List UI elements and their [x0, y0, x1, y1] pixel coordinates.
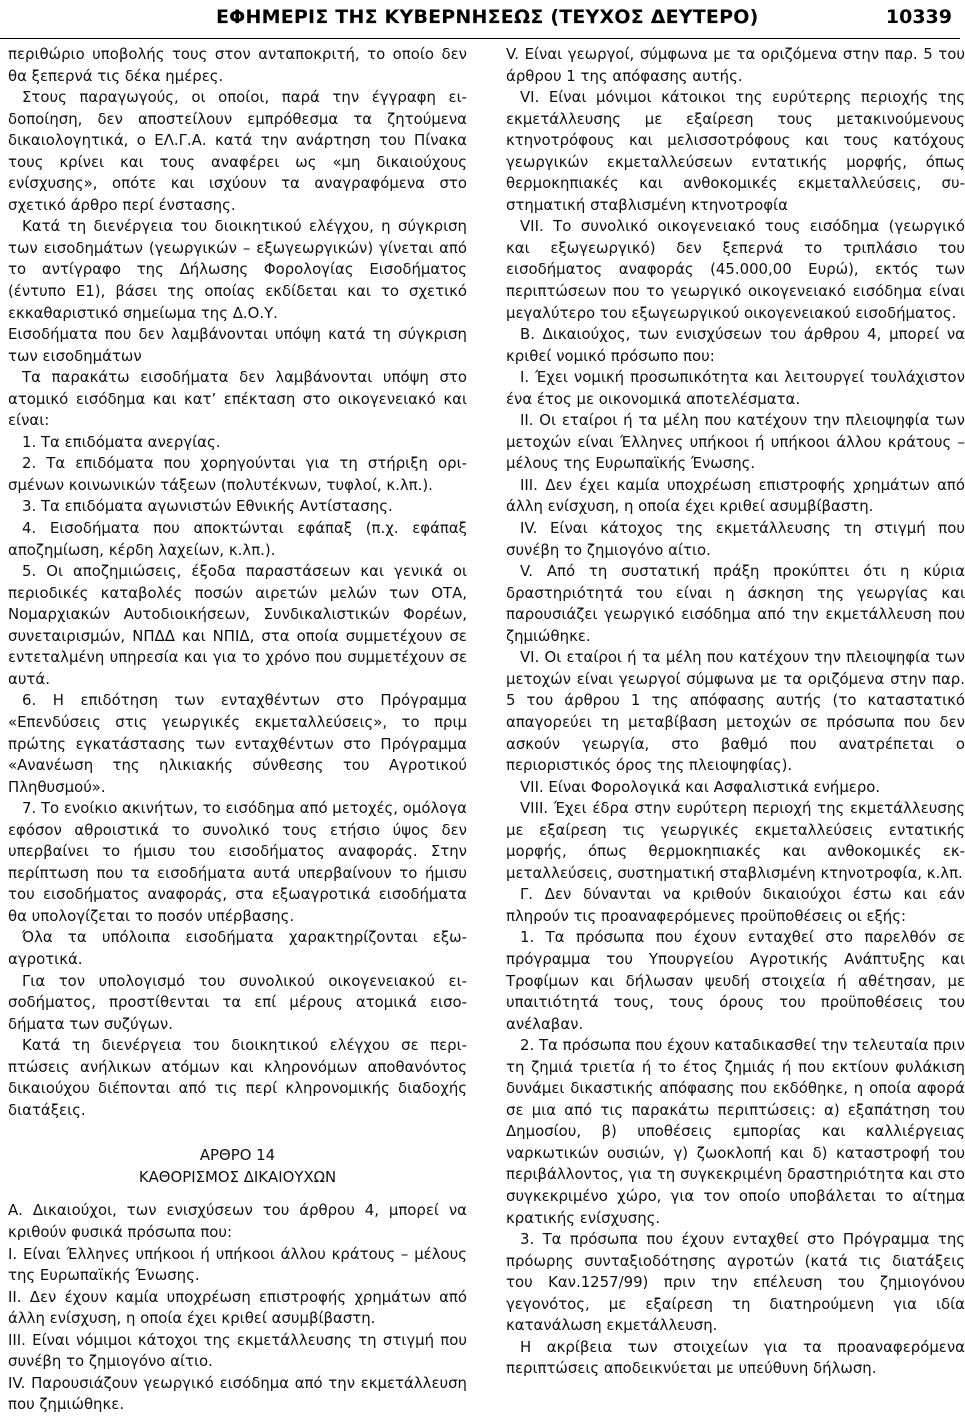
paragraph: Γ. Δεν δύνανται να κριθούν δικαιούχοι έστω και εάν πληρούν τις προαναφερόμενες προϋποθέσεις οι εξής: [506, 885, 965, 925]
paragraph: Τα παρακάτω εισοδήματα δεν λαμβάνονται υπόψη στο ατομικό εισόδημα και κατ’ επέκταση στο οικογενειακό και είναι: [8, 368, 467, 430]
list-item: I. Έχει νομική προσωπικότητα και λειτουργεί τουλάχιστον ένα έτος με οικονομικά αποτελέσματα. [506, 368, 965, 408]
paragraph: Για τον υπολογισμό του συνολικού οικογενειακού εισοδήματος, προστίθενται τα επί μέρους ατομικά εισοδήματα των συζύγων. [8, 971, 467, 1033]
page-number: 10339 [885, 6, 952, 28]
list-item: II. Οι εταίροι ή τα μέλη που κατέχουν την πλειοψηφία των μετοχών είναι Έλληνες υπήκοοι ή υπήκοοι άλλου κράτους – μέλους της Ευρωπαϊκής Ένωσης. [506, 411, 965, 473]
paragraph: Β. Δικαιούχος, των ενισχύσεων του άρθρου 4, μπορεί να κριθεί νομικό πρόσωπο που: [506, 325, 965, 365]
header-divider [0, 38, 960, 39]
list-item: ΙV. Είναι κάτοχος της εκμετάλλευσης τη στιγμή που συνέβη το ζημιογόνο αίτιο. [506, 519, 965, 559]
paragraph: Α. Δικαιούχοι, των ενισχύσεων του άρθρου 4, μπορεί να κριθούν φυσικά πρόσωπα που: [8, 1201, 467, 1241]
list-item: 3. Τα επιδόματα αγωνιστών Εθνικής Αντίστασης. [22, 497, 393, 516]
list-item: 6. Η επιδότηση των ενταχθέντων στο Πρόγραμμα «Επενδύσεις στις γεωργικές εκμεταλλεύσεις», το πριμ πρώτης εγκατάστασης των ενταχθέντων στο Πρόγραμμα «Ανανέωση της ηλικιακής σύνθεσης του Αγροτικού Πληθυσμού». [8, 691, 467, 796]
paragraph: Στους παραγωγούς, οι οποίοι, παρά την έγγραφη ειδοποίηση, δεν αποστείλουν εμπρόθεσμα τα ζητούμενα δικαιολογητικά, ο ΕΛ.Γ.Α. κατά την ανάρτηση του Πίνακα τους κρίνει και τους αναφέρει ως «μη δικαιούχους ενίσχυσης», οπότε και ισχύουν τα αναγραφόμενα στο σχετικό άρθρο περί ένστασης. [8, 88, 467, 214]
article-number: ΑΡΘΡΟ 14 [199, 1146, 276, 1165]
list-item: 1. Τα επιδόματα ανεργίας. [22, 432, 221, 451]
list-item: ΙΙΙ. Δεν έχει καμία υποχρέωση επιστροφής χρημάτων από άλλη ενίσχυση, η οποία έχει κριθεί ασυμβίβαστη. [506, 475, 965, 516]
list-item: VII. Το συνολικό οικογενειακό τους εισόδημα (γεωργικό και εξωγεωργικό) δεν ξεπερνά το τριπλάσιο του εισοδήματος αναφοράς (45.000,00 Ευρώ), εκτός των περιπτώσεων που το γεωργικό οικογενειακό εισόδημα είναι μεγαλύτερο του εξωγεωργικού οικογενειακού εισοδήματος. [506, 217, 965, 322]
left-column [8, 44, 467, 1416]
list-item: 3. Τα πρόσωπα που έχουν ενταχθεί στο Πρόγραμμα της πρόωρης συνταξιοδότησης αγροτών (κατά τις διατάξεις του Καν.1257/99) πριν την επέλευση του ζημιογόνου γεγονότος, με εξαίρεση τη διατηρούμενη για ιδία κατανάλωση εκμετάλλευση. [506, 1230, 965, 1335]
list-item: 2. Τα πρόσωπα που έχουν καταδικασθεί την τελευταία πριν τη ζημιά τριετία ή το έτος ζημιάς ή που εκτίουν φυλάκιση δυνάμει δικαστικής απόφασης που εκδόθηκε, η οποία αφορά σε μια από τις παρακάτω περιπτώσεις: α) εξαπάτηση του Δημοσίου, β) υποθέσεις εμπορίας και καλλιέργειας ναρκωτικών ουσιών, γ) ζωοκλοπή και δ) καταστροφή του περιβάλλοντος, για τη συγκεκριμένη δραστηριότητα και στο συγκεκριμένο χώρο, για τον οποίο υποβάλεται το αίτημα κρατικής ενίσχυσης. [506, 1036, 965, 1227]
paragraph: Κατά τη διενέργεια του διοικητικού ελέγχου, η σύγκριση των εισοδημάτων (γεωργικών – εξωγεωργικών) γίνεται από το αντίγραφο της Δήλωσης Φορολογίας Εισοδήματος (έντυπο Ε1), βάσει της οποίας εκδίδεται και το σχετικό εκκαθαριστικό σημείωμα της Δ.Ο.Υ. [8, 217, 467, 322]
paragraph: Όλα τα υπόλοιπα εισοδήματα χαρακτηρίζονται εξωαγροτικά. [8, 928, 467, 968]
list-item: ΙV. Παρουσιάζουν γεωργικό εισόδημα από την εκμετάλλευση που ζημιώθηκε. [8, 1373, 467, 1414]
page-header [0, 0, 960, 40]
article-title: ΚΑΘΟΡΙΣΜΟΣ ΔΙΚΑΙΟΥΧΩΝ [138, 1167, 337, 1186]
paragraph: Κατά τη διενέργεια του διοικητικού ελέγχου σε περιπτώσεις ανήλικων ατόμων και κληρονόμων αποθανόντος δικαιούχου διέπονται από τις περί κληρονομικής διαδοχής διατάξεις. [8, 1036, 467, 1119]
list-item: Ι. Είναι Έλληνες υπήκοοι ή υπήκοοι άλλου κράτους – μέλους της Ευρωπαϊκής Ένωσης. [8, 1244, 467, 1285]
paragraph: Η ακρίβεια των στοιχείων για τα προαναφερόμενα περιπτώσεις αποδεικνύεται με υπεύθυνη δήλωση. [506, 1337, 965, 1378]
list-item: 1. Τα πρόσωπα που έχουν ενταχθεί στο παρελθόν σε πρόγραμμα του Υπουργείου Αγροτικής Ανάπτυξης και Τροφίμων και δήλωσαν ψευδή στοιχεία ή αθέτησαν, με υπαιτιότητά τους, τους όρους του προϋποθέσεις του ανέλαβαν. [506, 928, 965, 1033]
list-item: VI. Οι εταίροι ή τα μέλη που κατέχουν την πλειοψηφία των μετοχών είναι γεωργοί σύμφωνα με τα οριζόμενα στην παρ. 5 του άρθρου 1 της απόφασης αυτής (το καταστατικό απαγορεύει τη μεταβίβαση μετοχών σε πρόσωπα που δεν ασκούν γεωργία, στο βαθμό που ανατρέπεται ο περιοριστικός όρος της πλειοψηφίας). [506, 648, 965, 775]
gazette-title: ΕΦΗΜΕΡΙΣ ΤΗΣ ΚΥΒΕΡΝΗΣΕΩΣ (ΤΕΥΧΟΣ ΔΕΥΤΕΡΟ) [216, 6, 759, 28]
subheading: Εισοδήματα που δεν λαμβάνονται υπόψη κατά τη σύγκριση των εισοδημάτων [8, 325, 467, 365]
list-item: 7. Το ενοίκιο ακινήτων, το εισόδημα από μετοχές, ομόλογα εφόσον αθροιστικά το συνολικό τους ετήσιο ύψος δεν υπερβαίνει το ήμισυ του εισοδήματος αναφοράς. Στην περίπτωση που τα εισοδήματα αυτά υπερβαίνουν το ήμισυ του εισοδήματος αναφοράς, στα εξωαγροτικά εισοδήματα θα υπολογίζεται το ποσόν υπέρβασης. [8, 799, 467, 925]
paragraph: περιθώριο υποβολής τους στον ανταποκριτή, το οποίο δεν θα ξεπερνά τις δέκα ημέρες. [8, 45, 467, 85]
list-item: V. Είναι γεωργοί, σύμφωνα με τα οριζόμενα στην παρ. 5 του άρθρου 1 της απόφασης αυτής. [506, 45, 965, 85]
right-column [506, 44, 965, 1380]
list-item: VII. Είναι Φορολογικά και Ασφαλιστικά ενήμερο. [520, 777, 881, 796]
list-item: VIII. Έχει έδρα στην ευρύτερη περιοχή της εκμετάλλευσης με εξαίρεση τις γεωργικές εκμεταλλεύσεις εντατικής μορφής, όπως θερμοκηπιακές και ανθοκομικές εκμεταλλεύσεις, συστηματική σταβλισμένη κτηνοτροφία, κ.λπ. [506, 799, 965, 882]
list-item: ΙΙΙ. Είναι νόμιμοι κάτοχοι της εκμετάλλευσης τη στιγμή που συνέβη το ζημιογόνο αίτιο. [8, 1330, 467, 1371]
list-item: V. Από τη συστατική πράξη προκύπτει ότι η κύρια δραστηριότητά του είναι η άσκηση της γεωργίας και παρουσιάζει γεωργικό εισόδημα από την εκμετάλλευση που ζημιώθηκε. [506, 562, 965, 645]
list-item: VI. Είναι μόνιμοι κάτοικοι της ευρύτερης περιοχής της εκμετάλλευσης με εξαίρεση τους μετακινούμενους κτηνοτρόφους και μελισσοτρόφους και τους κατόχους γεωργικών εκμεταλλεύσεων εντατικής μορφής, όπως θερμοκηπιακές και ανθοκομικές εκμεταλλεύσεις, συστηματική σταβλισμένη κτηνοτροφία [506, 88, 965, 214]
list-item: 5. Οι αποζημιώσεις, έξοδα παραστάσεων και γενικά οι περιοδικές καταβολές ποσών αιρετών μελών των ΟΤΑ, Νομαρχιακών Αυτοδιοικήσεων, Συνδικαλιστικών Φορέων, συνεταιρισμών, ΝΠΔΔ και ΝΠΙΔ, στα οποία συμμετέχουν σε εντεταλμένη υπηρεσία και για το χρόνο που συμμετέχουν σε αυτά. [8, 562, 467, 688]
list-item: 4. Εισοδήματα που αποκτώνται εφάπαξ (π.χ. εφάπαξ αποζημίωση, κέρδη λαχείων, κ.λπ.). [8, 519, 467, 559]
list-item: ΙΙ. Δεν έχουν καμία υποχρέωση επιστροφής χρημάτων από άλλη ενίσχυση, η οποία έχει κριθεί ασυμβίβαστη. [8, 1287, 467, 1328]
list-item: 2. Τα επιδόματα που χορηγούνται για τη στήριξη ορισμένων κοινωνικών τάξεων (πολυτέκνων, τυφλοί, κ.λπ.). [8, 454, 467, 494]
